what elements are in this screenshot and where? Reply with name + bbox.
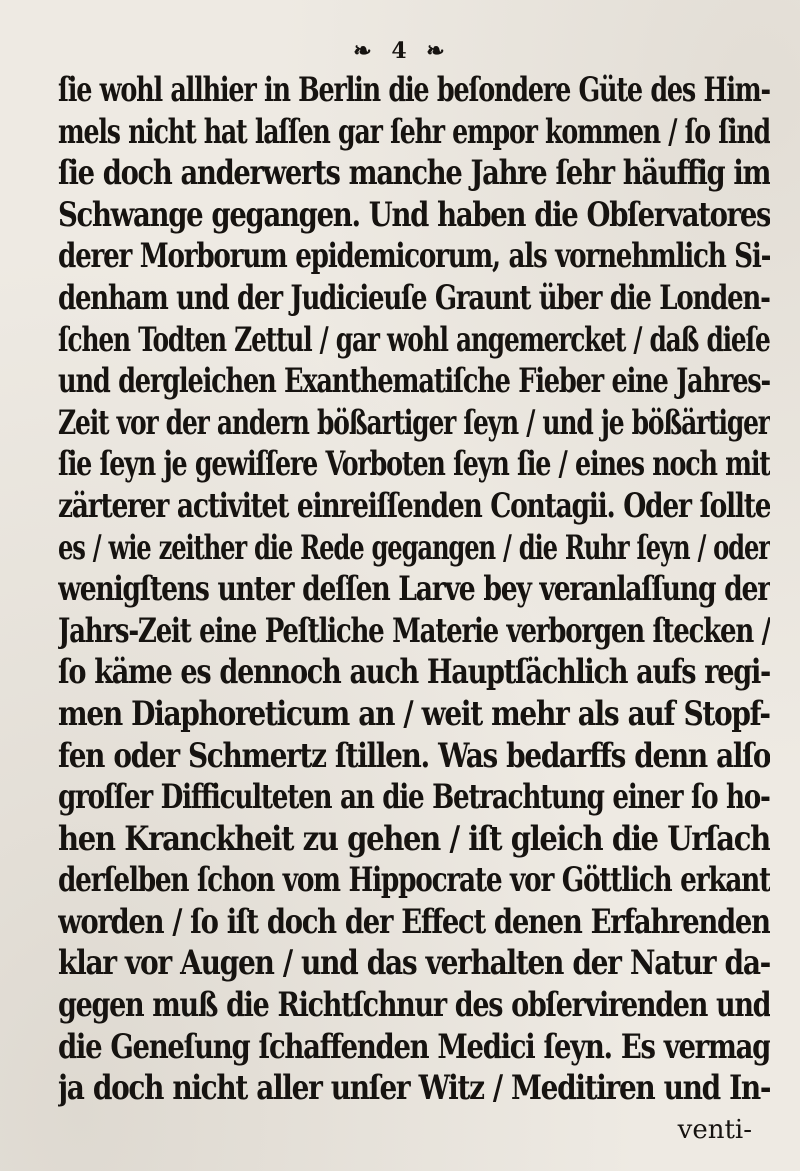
text-line: ſie wohl allhier in Berlin die beſondere Güte des Him-	[58, 70, 770, 110]
page-number-header: ❧ 4 ❧	[353, 38, 447, 64]
text-line: und dergleichen Exanthematiſche Fieber eine Jahres-	[58, 361, 770, 402]
text-line: mels nicht hat laſſen gar ſehr empor kommen / ſo ſind	[58, 111, 770, 152]
text-line: fen oder Schmertz ſtillen. Was bedarffs denn alſo	[58, 735, 770, 776]
text-line: Zeit vor der andern bößartiger ſeyn / und je bößärtiger	[58, 402, 770, 443]
text-line: denham und der Judicieuſe Graunt über die Londen-	[58, 277, 770, 318]
text-body	[58, 70, 770, 1151]
text-line: derſelben ſchon vom Hippocrate vor Göttlich erkant	[58, 860, 770, 901]
text-line: Schwange gegangen. Und haben die Obſervatores	[58, 194, 770, 235]
text-line: es / wie zeither die Rede gegangen / die Ruhr ſeyn / oder	[58, 527, 770, 568]
text-line: gegen muß die Richtſchnur des obſervirenden und	[58, 985, 770, 1026]
text-line: ſchen Todten Zettul / gar wohl angemercket / daß dieſe	[58, 319, 770, 360]
text-line: zärterer activitet einreiſſenden Contagii. Oder ſollte	[58, 485, 770, 526]
text-line: derer Morborum epidemicorum, als vornehmlich Si-	[58, 236, 770, 277]
catchword: venti-	[677, 1114, 752, 1145]
text-line: ſie ſeyn je gewiſſere Vorboten ſeyn ſie / eines noch mit	[58, 444, 770, 485]
text-line: die Geneſung ſchaffenden Medici ſeyn. Es vermag	[58, 1026, 770, 1067]
text-line: Jahrs-Zeit eine Peſtliche Materie verborgen ſtecken /	[58, 610, 770, 651]
text-line: groſſer Difficulteten an die Betrachtung einer ſo ho-	[58, 777, 770, 818]
text-line: ſie doch anderwerts manche Jahre ſehr häuffig im	[58, 153, 770, 194]
text-line: hen Kranckheit zu gehen / iſt gleich die Urſach	[58, 818, 770, 859]
text-line: men Diaphoreticum an / weit mehr als auf Stopf-	[58, 693, 770, 734]
text-line: wenigſtens unter deſſen Larve bey veranlaſſung der	[58, 569, 770, 610]
text-line: klar vor Augen / und das verhalten der Natur da-	[58, 943, 770, 984]
text-line: ſo käme es dennoch auch Hauptſächlich aufs regi-	[58, 652, 770, 693]
text-line: ja doch nicht aller unſer Witz / Meditiren und In-	[58, 1068, 770, 1109]
text-line: worden / ſo iſt doch der Effect denen Erfahrenden	[58, 901, 770, 942]
